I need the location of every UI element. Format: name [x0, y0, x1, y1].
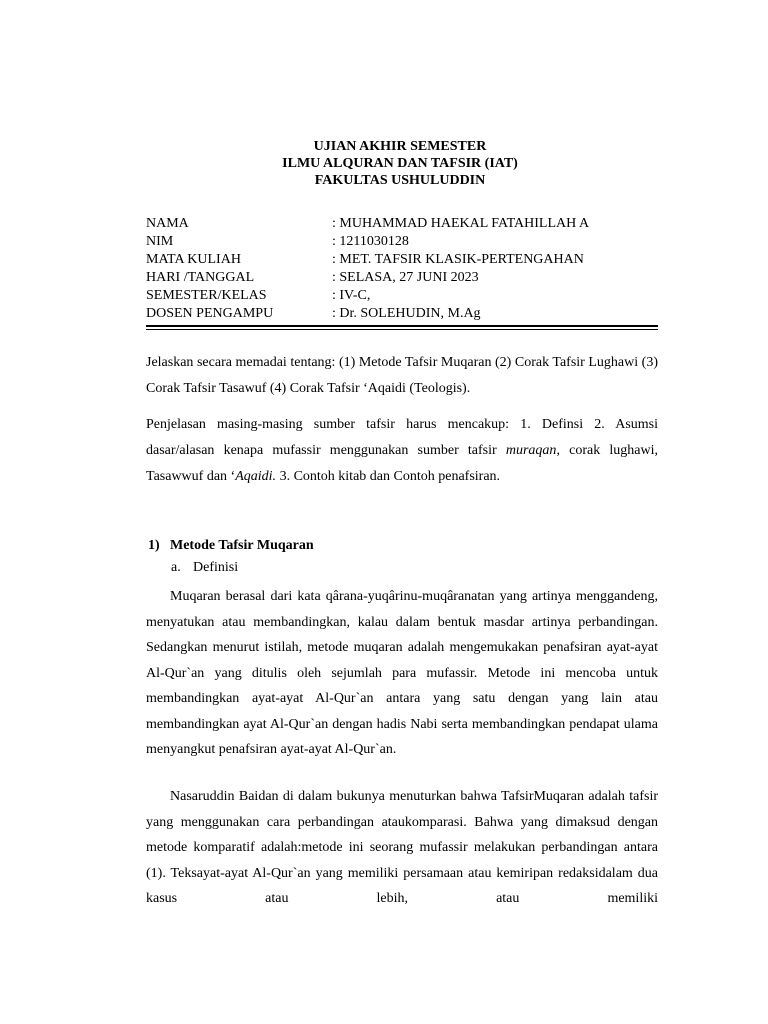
info-value: : MUHAMMAD HAEKAL FATAHILLAH A [332, 216, 590, 231]
info-row-mata-kuliah [146, 251, 658, 269]
student-info-table [146, 215, 658, 323]
info-value: : 1211030128 [332, 234, 409, 249]
info-row-dosen-pengampu [146, 305, 658, 323]
info-value: : Dr. SOLEHUDIN, M.Ag [332, 306, 481, 321]
section-number: 1) [148, 538, 160, 553]
info-label: SEMESTER/KELAS [146, 288, 267, 303]
info-row-semester-kelas [146, 287, 658, 305]
info-label: NIM [146, 234, 174, 249]
section-title: Metode Tafsir Muqaran [170, 538, 314, 553]
requirement-paragraph [146, 412, 658, 490]
section-heading [148, 536, 314, 556]
info-value: : MET. TAFSIR KLASIK-PERTENGAHAN [332, 252, 584, 267]
subsection-number: a. [171, 560, 181, 575]
exam-title: UJIAN AKHIR SEMESTER [313, 139, 487, 154]
body-paragraph-2: Nasaruddin Baidan di dalam bukunya menuturkan bahwa TafsirMuqaran adalah tafsir yang menggunakan cara perbandingan ataukomparasi. Bahwa yang dimaksud dengan metode komparatif adalah:metode ini seorang mufassir melakukan perbandingan antara (1). Teksayat-ayat Al-Qur`an yang memiliki persamaan atau kemiripan redaksidalam dua kasus atau lebih, atau memiliki [146, 789, 658, 906]
course-program: ILMU ALQURAN DAN TAFSIR (IAT) [282, 156, 518, 171]
divider-thick [146, 325, 658, 327]
divider-thin [146, 329, 658, 330]
info-label: NAMA [146, 216, 189, 231]
requirement-italic-term: Aqaidi. [235, 469, 277, 484]
body-paragraph-1: Muqaran berasal dari kata qârana-yuqârinu-muqâranatan yang artinya menggandeng, menyatukan atau membandingkan, kalau dalam bentuk masdar artinya perbandingan. Sedangkan menurut istilah, metode muqaran adalah mengemukakan penafsiran ayat-ayat Al-Qur`an yang ditulis oleh sejumlah para mufassir. Metode ini mencoba untuk membandingkan ayat-ayat Al-Qur`an antara yang satu dengan yang lain atau membandingkan ayat Al-Qur`an dengan hadis Nabi serta membandingkan pendapat ulama menyangkut penafsiran ayat-ayat Al-Qur`an. [146, 589, 658, 757]
info-value: : SELASA, 27 JUNI 2023 [332, 270, 479, 285]
info-value: : IV-C, [332, 288, 371, 303]
info-row-hari-tanggal [146, 269, 658, 287]
info-row-nama [146, 215, 658, 233]
info-label: DOSEN PENGAMPU [146, 306, 274, 321]
requirement-text: 3. Contoh kitab dan Contoh penafsiran. [276, 469, 501, 484]
info-row-nim [146, 233, 658, 251]
requirement-text: Penjelasan masing-masing sumber tafsir harus mencakup: 1. Definsi 2. Asumsi dasar/alasan kenapa mufassir menggunakan sumber tafsir [146, 417, 658, 458]
requirement-text: , corak lughawi, Tasawwuf dan ‘ [146, 443, 658, 484]
subsection-title: Definisi [193, 560, 239, 575]
info-label: MATA KULIAH [146, 252, 241, 267]
task-paragraph: Jelaskan secara memadai tentang: (1) Metode Tafsir Muqaran (2) Corak Tafsir Lughawi (3) Corak Tafsir Tasawuf (4) Corak Tafsir ‘Aqaidi (Teologis). [146, 355, 658, 396]
subsection-heading [171, 558, 238, 578]
requirement-italic-term: muraqan [505, 443, 557, 458]
info-label: HARI /TANGGAL [146, 270, 255, 285]
faculty-name: FAKULTAS USHULUDDIN [314, 173, 486, 188]
exam-header [0, 138, 768, 189]
